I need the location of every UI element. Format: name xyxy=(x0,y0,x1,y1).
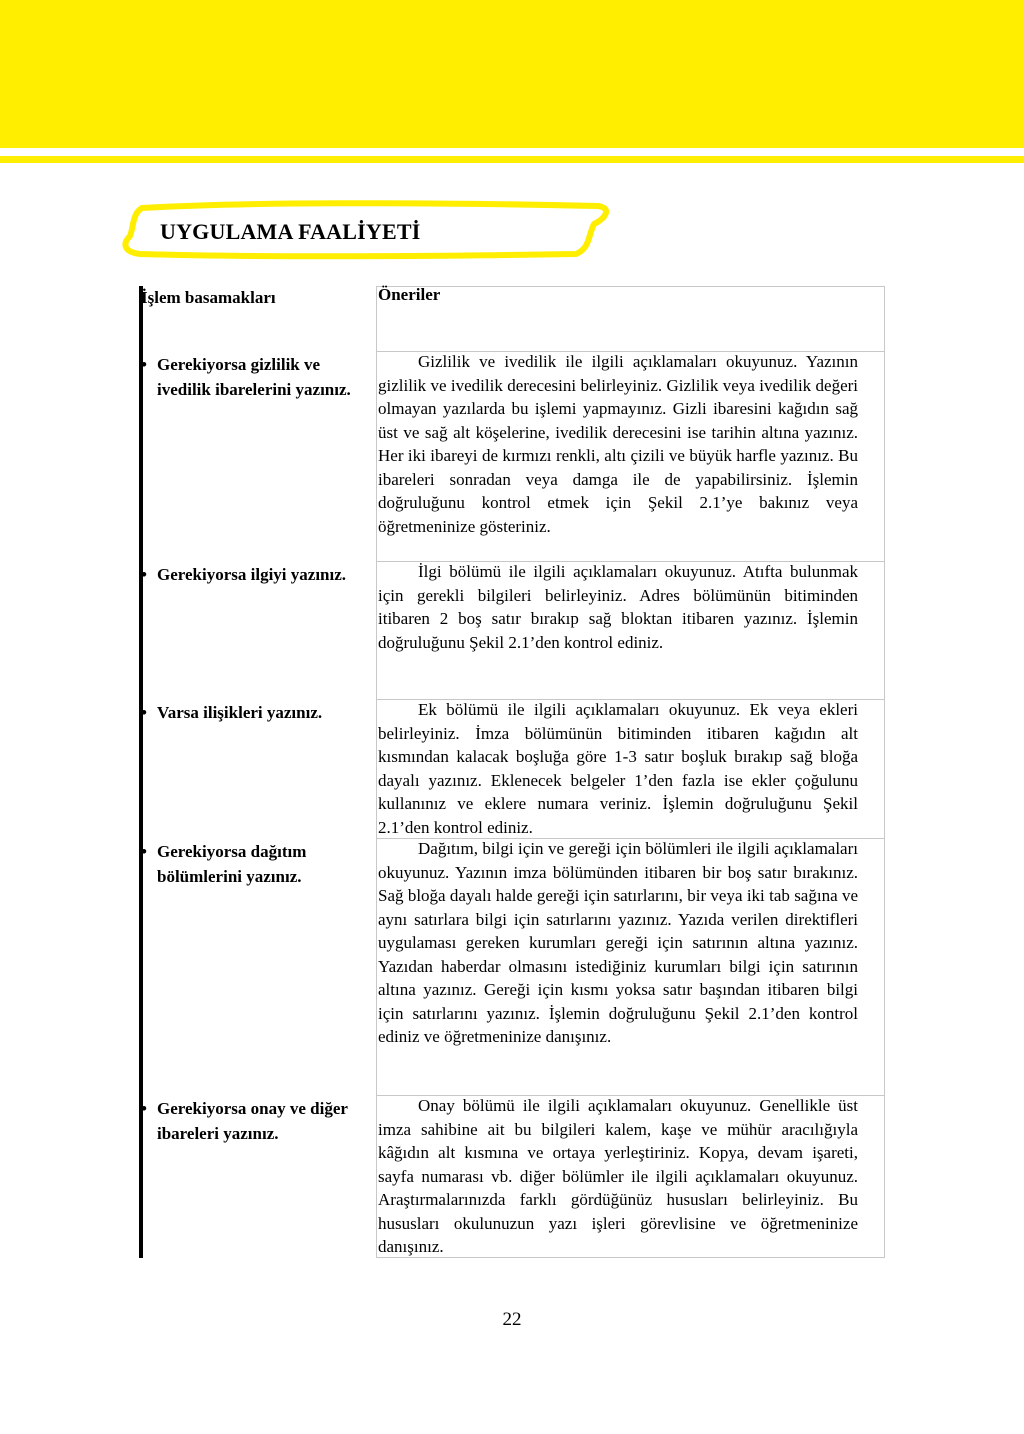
step-item xyxy=(141,701,369,726)
step-item xyxy=(141,1097,369,1146)
suggestion-text: Ek bölümü ile ilgili açıklamaları okuyunuz. Ek veya ekleri belirleyiniz. İmza bölümünün bitiminden itibaren kağıdın alt kısmından kalacak boşluğa göre 1-3 satır boşluk bırakıp sağ bloğa dayalı yazınız. Eklenecek belgeler 1’den fazla ise ekler çoğulunu kullanınız ve eklere numara veriniz. İşlemin doğruluğunu Şekil 2.1’den kontrol ediniz. xyxy=(378,700,858,837)
bullet-icon: • xyxy=(141,355,147,374)
step-text: Varsa ilişikleri yazınız. xyxy=(157,703,323,722)
suggestion-text: İlgi bölümü ile ilgili açıklamaları okuyunuz. Atıfta bulunmak için gerekli bilgileri belirleyiniz. Adres bölümünün bitiminden itibaren 2 boş satır bırakıp sağ bloktan itibaren yazınız. İşlemin doğruluğunu Şekil 2.1’den kontrol ediniz. xyxy=(378,562,858,652)
table-header-row xyxy=(139,286,885,351)
column-header-steps: İşlem basamakları xyxy=(141,288,276,307)
step-item xyxy=(141,563,369,588)
header-cell-steps xyxy=(139,286,376,351)
table-row xyxy=(139,561,885,699)
header-cell-suggestions xyxy=(376,286,885,351)
page-title: UYGULAMA FAALİYETİ xyxy=(160,219,421,244)
suggestion-text: Gizlilik ve ivedilik ile ilgili açıklamaları okuyunuz. Yazının gizlilik ve ivedilik derecesini belirleyiniz. Gizlilik veya ivedilik değeri olmayan yazılarda bu işlemi yapmayınız. Gizli ibaresini kağıdın sağ üst ve sağ alt köşelerine, ivedilik derecesini ise tarihin altına yazınız. Her iki ibareyi de kırmızı renkli, altı çizili ve büyük harfle yazınız. Bu ibareleri sonradan veya damga ile de yapabilirsiniz. İşlemin doğruluğunu kontrol etmek için Şekil 2.1’ye bakınız veya öğretmeninize gösteriniz. xyxy=(378,352,858,536)
top-banner xyxy=(0,0,1024,148)
suggestion-text: Onay bölümü ile ilgili açıklamaları okuyunuz. Genellikle üst imza sahibine ait bu bilgileri kalem, kaşe ve mühür aracılığıyla kâğıdın alt kısmına ve ortaya yerleştiriniz. Kopya, devam işareti, sayfa numarası vb. diğer bölümler ile ilgili açıklamaları okuyunuz. Araştırmalarınızda farklı gördüğünüz hususları belirleyiniz. Bu hususları okulunuzun yazı işleri görevlisine ve öğretmeninize danışınız. xyxy=(378,1096,858,1256)
table-row xyxy=(139,838,885,1095)
step-text: Gerekiyorsa dağıtım bölümlerini yazınız. xyxy=(157,842,307,886)
bullet-icon: • xyxy=(141,565,147,584)
step-item xyxy=(141,353,369,402)
table-row xyxy=(139,699,885,838)
step-text: Gerekiyorsa gizlilik ve ivedilik ibarelerini yazınız. xyxy=(157,355,351,399)
bullet-icon: • xyxy=(141,703,147,722)
bullet-icon: • xyxy=(141,1099,147,1118)
suggestion-text: Dağıtım, bilgi için ve gereği için bölümleri ile ilgili açıklamaları okuyunuz. Yazının imza bölümünden itibaren bir boş satır bırakınız. Sağ bloğa dayalı halde gereği için satırlarını, bir veya iki tab sağına ve aynı satırlara bilgi için satırlarını yazınız. Yazıda verilen direktifleri uygulaması gereken kurumları gereği için satırının altına yazınız. Yazıdan haberdar olmasını istediğiniz kurumları bilgi için satırının altına yazınız. Gereği için kısmı yoksa satır başından itibaren bilgi için satırlarını yazınız. İşlemin doğruluğunu Şekil 2.1’den kontrol ediniz ve öğretmeninize danışınız. xyxy=(378,839,858,1046)
step-text: Gerekiyorsa onay ve diğer ibareleri yazınız. xyxy=(157,1099,348,1143)
step-item xyxy=(141,840,369,889)
table-row xyxy=(139,351,885,561)
bullet-icon: • xyxy=(141,842,147,861)
page-number: 22 xyxy=(502,1309,522,1330)
table-row xyxy=(139,1095,885,1258)
column-header-suggestions: Öneriler xyxy=(378,285,441,304)
banner-stripe xyxy=(0,156,1024,163)
step-text: Gerekiyorsa ilgiyi yazınız. xyxy=(157,565,347,584)
